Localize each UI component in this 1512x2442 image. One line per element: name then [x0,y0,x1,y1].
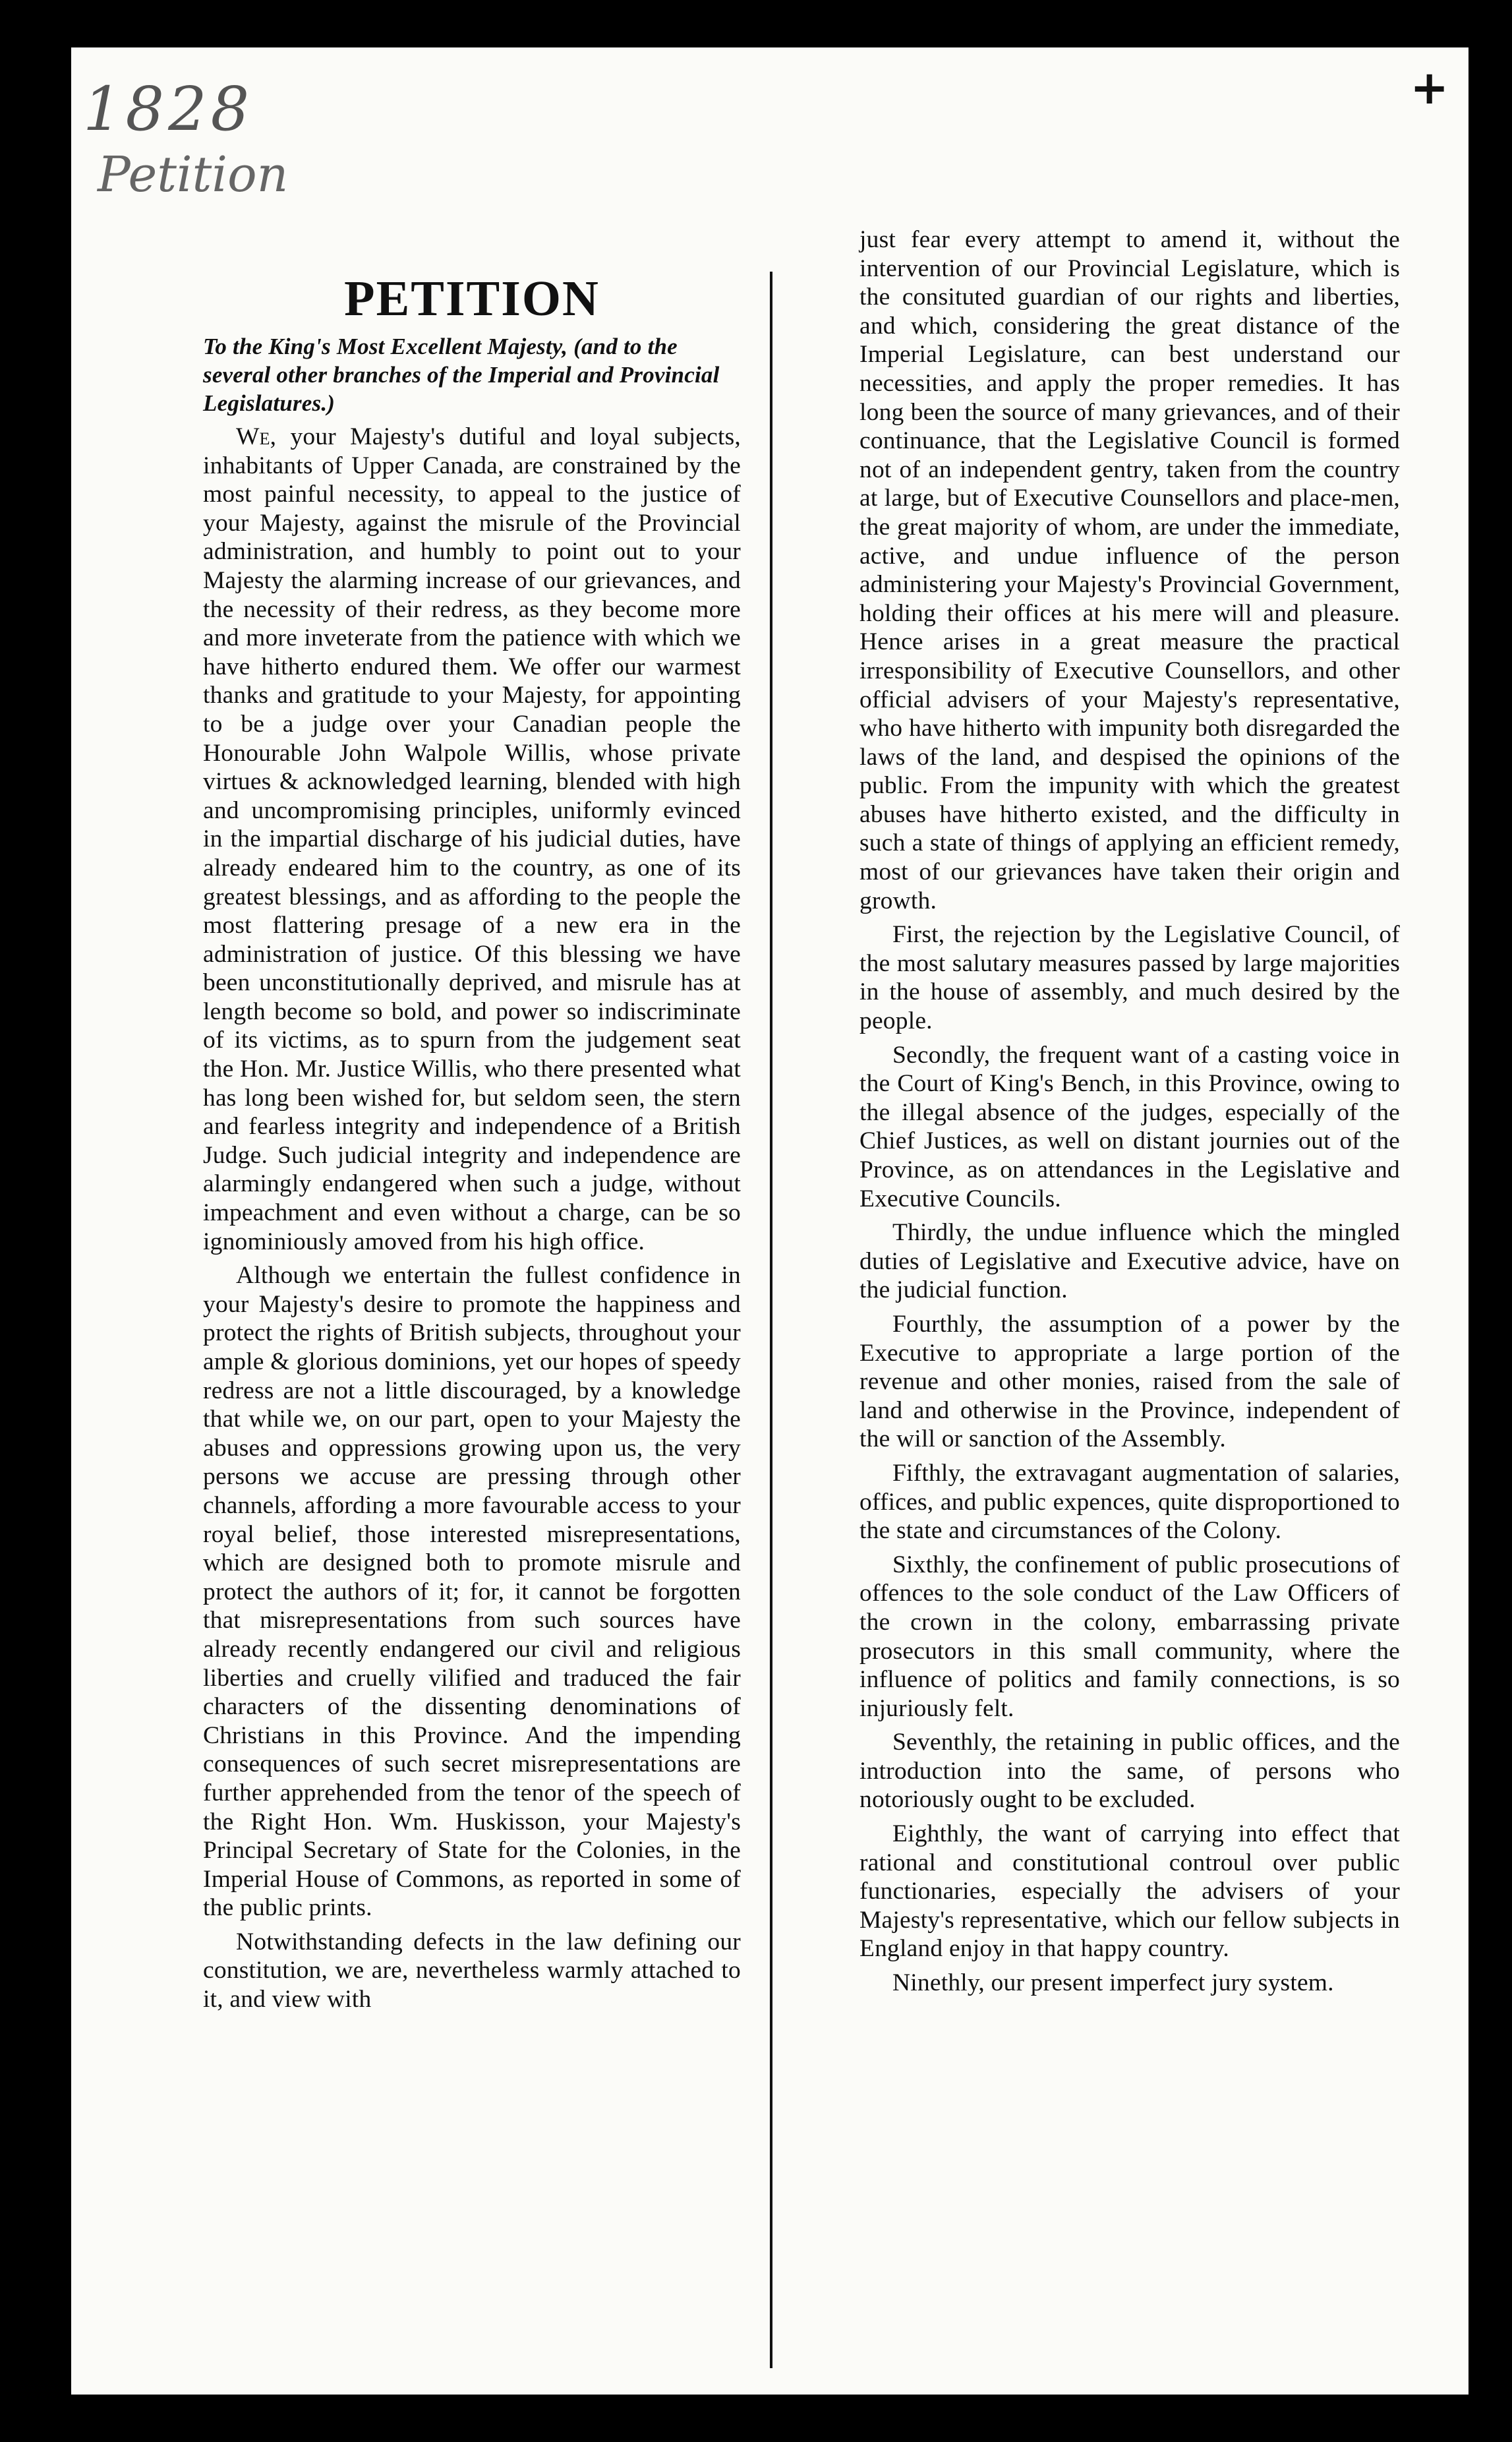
paragraph-2: Although we entertain the fullest confidence in your Majesty's desire to promote the happiness and protect the rights of British subjects, throughout your ample & glorious dominions, yet our hopes of speedy redress are not a little discouraged, by a knowledge that while we, on our part, open to your Majesty the abuses and oppressions growing upon us, the very persons we accuse are pressing through other channels, affording a more favourable access to your royal belief, those interested misrepresentations, which are designed both to promote misrule and protect the authors of it; for, it cannot be forgotten that misrepresentations from such sources have already recently endangered our civil and religious liberties and cruelly vilified and traduced the fair characters of the dissenting denominations of Christians in this Province. And the impending consequences of such secret misrepresentations are further apprehended from the tenor of the speech of the Right Hon. Wm. Huskisson, your Majesty's Principal Secretary of State for the Colonies, in the Imperial House of Commons, as reported in some of the public prints. [203,1262,741,1922]
paragraph-3: Notwithstanding defects in the law defining our constitution, we are, nevertheless warmly attached to it, and view with [203,1928,741,2013]
grievance-item: Sixthly, the confinement of public prosecutions of offences to the sole conduct of the Law Officers of the crown in the colony, embarrassing private prosecutors in this small community, where the influence of politics and family connections, is so injuriously felt. [859,1551,1400,1722]
handwritten-year: 1828 [83,74,254,144]
left-column [203,212,741,2019]
grievance-item: Seventhly, the retaining in public offices, and the introduction into the same, of persons who notoriously ought to be excluded. [859,1729,1400,1814]
grievance-item: Thirdly, the undue influence which the mingled duties of Legislative and Executive advice, have on the judicial function. [859,1219,1400,1304]
grievance-item: Secondly, the frequent want of a casting voice in the Court of King's Bench, in this Province, owing to the illegal absence of the judges, especially of the Chief Justices, as well on distant journies out of the Province, as on attendances in the Legislative and Executive Councils. [859,1041,1400,1212]
petition-page [71,47,1468,2395]
grievance-item: Fifthly, the extravagant augmentation of salaries, offices, and public expences, quite disproportioned to the state and circumstances of the Colony. [859,1459,1400,1545]
grievance-item: Ninethly, our present imperfect jury system. [892,1969,1334,1997]
column-divider [770,272,772,2368]
paragraph-1-text: your Majesty's dutiful and loyal subjects, inhabitants of Upper Canada, are constrained by the most painful necessity, to appeal to the justice of your Majesty, against the misrule of the Provincial administration, and humbly to point out to your Majesty the alarming increase of our grievances, and the necessity of their redress, as they become more and more inveterate from the patience with which we have hitherto endured them. We offer our warmest thanks and gratitude to your Majesty, for appointing to be a judge over your Canadian people the Honourable John Walpole Willis, whose private virtues & acknowledged learning, blended with high and uncompromising principles, uniformly evinced in the impartial discharge of his judicial duties, have already endeared him to the country, as one of its greatest blessings, and as affording to the people the most flattering presage of a new era in the administration of justice. Of this blessing we have been unconstitutionally deprived, and misrule has at length become so bold, and power so indiscriminate of its victims, as to spurn from the judgement seat the Hon. Mr. Justice Willis, who there presented what has long been wished for, but seldom seen, the stern and fearless integrity and independence of a British Judge. Such judicial integrity and independence are alarmingly endangered when such a judge, without impeachment and even without a charge, can be so ignominiously amoved from his high office. [203,423,741,1255]
handwritten-note: Petition [98,146,289,203]
paragraph-continued: just fear every attempt to amend it, without the intervention of our Provincial Legislature, which is the consituted guardian of our rights and liberties, and which, considering the great distance of the Imperial Legislature, can best understand our necessities, and apply the proper remedies. It has long been the source of many grievances, and of their continuance, that the Legislative Council is formed not of an independent gentry, taken from the country at large, but of Executive Counsellors and place-men, the great majority of whom, are under the immediate, active, and undue influence of the person administering your Majesty's Provincial Government, holding their offices at his mere will and pleasure. Hence arises in a great measure the practical irresponsibility of Executive Counsellors, and other official advisers of your Majesty's representative, who have hitherto with impunity both disregarded the laws of the land, and despised the opinions of the public. From the impunity with which the greatest abuses have hitherto existed, and the difficulty in such a state of things of applying an efficient remedy, most of our grievances have taken their origin and growth. [859,226,1400,914]
plus-mark: + [1410,61,1449,115]
grievance-item: Fourthly, the assumption of a power by the Executive to appropriate a large portion of the revenue and other monies, raised from the sale of land and otherwise in the Province, independent of the will or sanction of the Assembly. [859,1310,1400,1453]
document-subtitle: To the King's Most Excellent Majesty, (and to the several other branches of the Imperial and Provincial Legislatures.) [203,334,720,416]
document-title: PETITION [344,271,600,326]
grievance-item: Eighthly, the want of carrying into effect that rational and constitutional controul over public functionaries, especially the advisers of your Majesty's representative, which our fellow subjects in England enjoy in that happy country. [859,1820,1400,1963]
right-column [859,225,1400,2003]
paragraph-1-first-word: We, [236,423,277,450]
paragraph-1 [203,423,741,1256]
grievance-item: First, the rejection by the Legislative Council, of the most salutary measures passed by large majorities in the house of assembly, and much desired by the people. [859,921,1400,1035]
